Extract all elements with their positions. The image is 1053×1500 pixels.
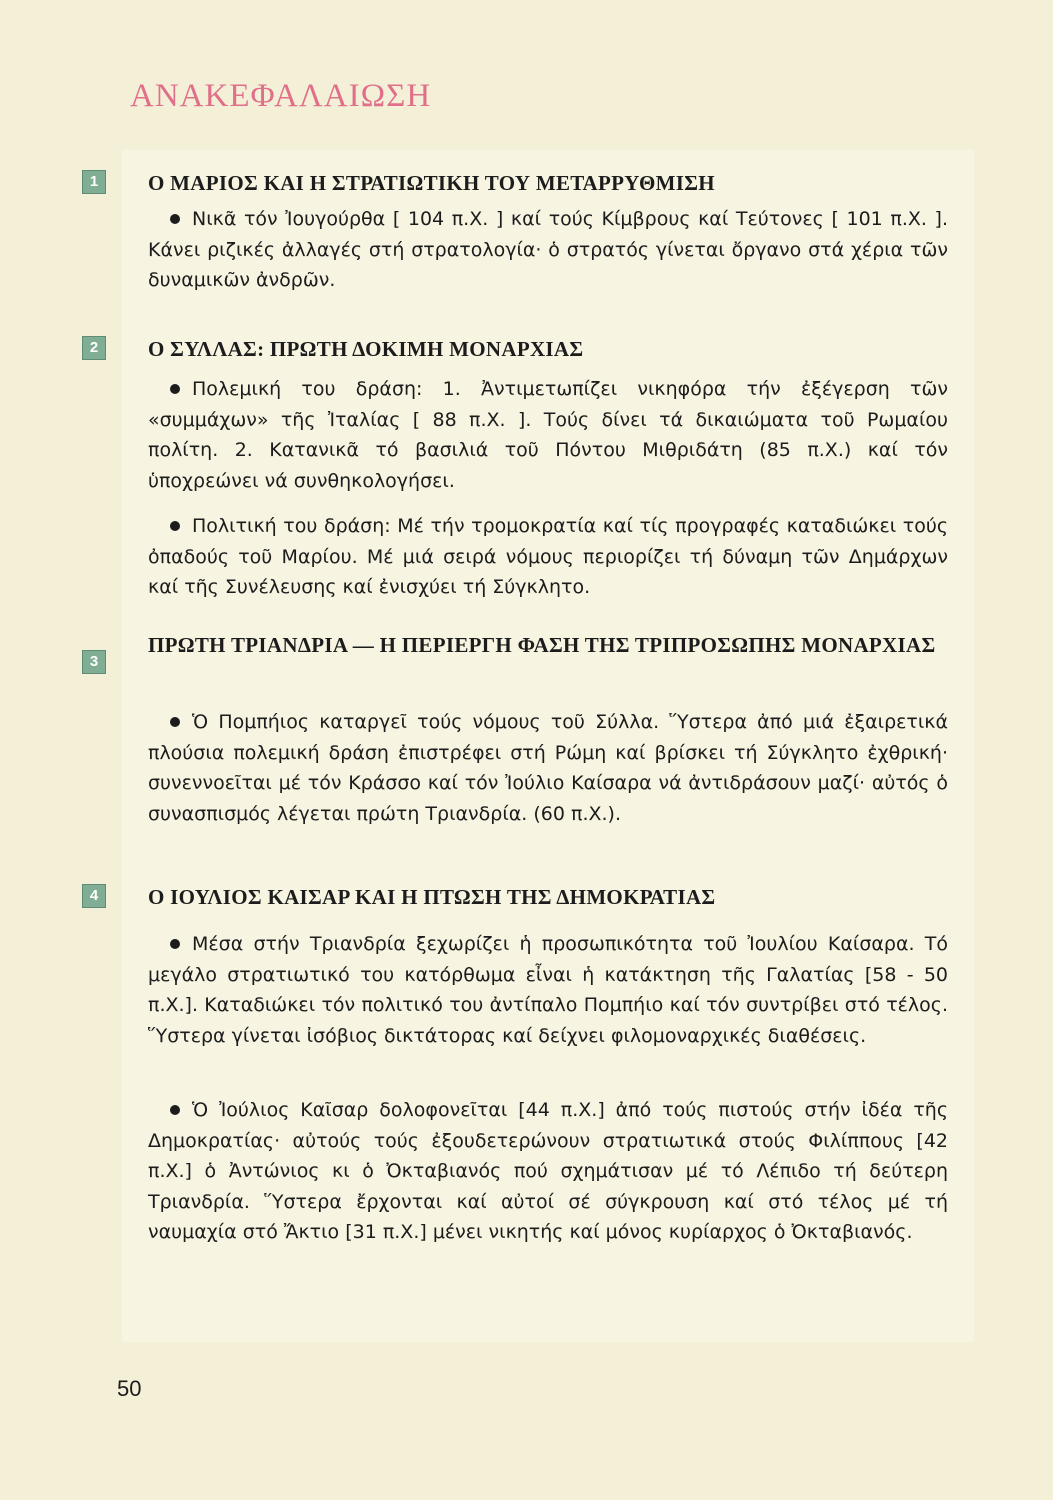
bullet-icon — [170, 214, 180, 224]
paragraph-text: Ὁ Πομπήιος καταργεῖ τούς νόμους τοῦ Σύλλα. Ὕστερα ἀπό μιά ἐξαιρετικά πλούσια πολεμική δράση ἐπιστρέφει στή Ρώμη καί βρίσκει τή Σύγκλητο ἐχθρική· συνεννοεῖται μέ τόν Κράσσο καί τόν Ἰούλιο Καίσαρα νά ἀντιδράσουν μαζί· αὐτός ὁ συνασπισμός λέγεται πρώτη Τριανδρία. (60 π.Χ.). — [148, 711, 948, 825]
summary-paragraph — [148, 707, 948, 829]
paragraph-text: Πολιτική του δράση: Μέ τήν τρομοκρατία καί τίς προγραφές καταδιώκει τούς ὀπαδούς τοῦ Μαρίου. Μέ μιά σειρά νόμους περιορίζει τή δύναμη τῶν Δημάρχων καί τῆς Συνέλευσης καί ἐνισχύει τή Σύγκλητο. — [148, 515, 948, 598]
paragraph-text: Μέσα στήν Τριανδρία ξεχωρίζει ἡ προσωπικότητα τοῦ Ἰουλίου Καίσαρα. Τό μεγάλο στρατιωτικό του κατόρθωμα εἶναι ἡ κατάκτηση τῆς Γαλατίας [58 - 50 π.Χ.]. Καταδιώκει τόν πολιτικό του ἀντίπαλο Πομπήιο καί τόν συντρίβει στό τέλος. Ὕστερα γίνεται ἰσόβιος δικτάτορας καί δείχνει φιλομοναρχικές διαθέσεις. — [148, 933, 948, 1047]
section-heading: Ο ΙΟΥΛΙΟΣ ΚΑΙΣΑΡ ΚΑΙ Η ΠΤΩΣΗ ΤΗΣ ΔΗΜΟΚΡΑΤΙΑΣ — [148, 885, 716, 909]
section-heading: Ο ΣΥΛΛΑΣ: ΠΡΩΤΗ ΔΟΚΙΜΗ ΜΟΝΑΡΧΙΑΣ — [148, 337, 584, 361]
paragraph-text: Νικᾶ τόν Ἰουγούρθα [ 104 π.Χ. ] καί τούς Κίμβρους καί Τεύτονες [ 101 π.Χ. ]. Κάνει ριζικές ἀλλαγές στή στρατολογία· ὁ στρατός γίνεται ὄργανο στά χέρια τῶν δυναμικῶν ἀνδρῶν. — [148, 208, 948, 291]
summary-paragraph — [148, 1095, 948, 1248]
bullet-icon — [170, 717, 180, 727]
section-number-badge: 1 — [82, 170, 106, 194]
section-number-badge: 3 — [82, 650, 106, 674]
paragraph-text: Πολεμική του δράση: 1. Ἀντιμετωπίζει νικηφόρα τήν ἐξέγερση τῶν «συμμάχων» τῆς Ἰταλίας [ 88 π.Χ. ]. Τούς δίνει τά δικαιώματα τοῦ Ρωμαίου πολίτη. 2. Κατανικᾶ τό βασιλιά τοῦ Πόντου Μιθριδάτη (85 π.Χ.) καί τόν ὑποχρεώνει νά συνθηκολογήσει. — [148, 378, 948, 492]
summary-paragraph — [148, 929, 948, 1051]
section-number-badge: 2 — [82, 336, 106, 360]
summary-paragraph — [148, 204, 948, 296]
summary-paragraph — [148, 374, 948, 496]
bullet-icon — [170, 939, 180, 949]
bullet-icon — [170, 1105, 180, 1115]
bullet-icon — [170, 384, 180, 394]
section-heading: Ο ΜΑΡΙΟΣ ΚΑΙ Η ΣΤΡΑΤΙΩΤΙΚΗ ΤΟΥ ΜΕΤΑΡΡΥΘΜΙΣΗ — [148, 171, 715, 195]
page-title: ΑΝΑΚΕΦΑΛΑΙΩΣΗ — [130, 78, 432, 114]
section-number-badge: 4 — [82, 884, 106, 908]
page-number: 50 — [117, 1376, 142, 1401]
paragraph-text: Ὁ Ἰούλιος Καῖσαρ δολοφονεῖται [44 π.Χ.] ἀπό τούς πιστούς στήν ἰδέα τῆς Δημοκρατίας· αὐτούς τούς ἐξουδετερώνουν στρατιωτικά στούς Φιλίππους [42 π.Χ.] ὁ Ἀντώνιος κι ὁ Ὀκταβιανός πού σχημάτισαν μέ τό Λέπιδο τή δεύτερη Τριανδρία. Ὕστερα ἔρχονται καί αὐτοί σέ σύγκρουση καί στό τέλος μέ τή ναυμαχία στό Ἄκτιο [31 π.Χ.] μένει νικητής καί μόνος κυρίαρχος ὁ Ὀκταβιανός. — [148, 1099, 948, 1243]
section-heading: ΠΡΩΤΗ ΤΡΙΑΝΔΡΙΑ — Η ΠΕΡΙΕΡΓΗ ΦΑΣΗ ΤΗΣ ΤΡΙΠΡΟΣΩΠΗΣ ΜΟΝΑΡΧΙΑΣ — [148, 633, 936, 657]
summary-paragraph — [148, 511, 948, 603]
bullet-icon — [170, 521, 180, 531]
